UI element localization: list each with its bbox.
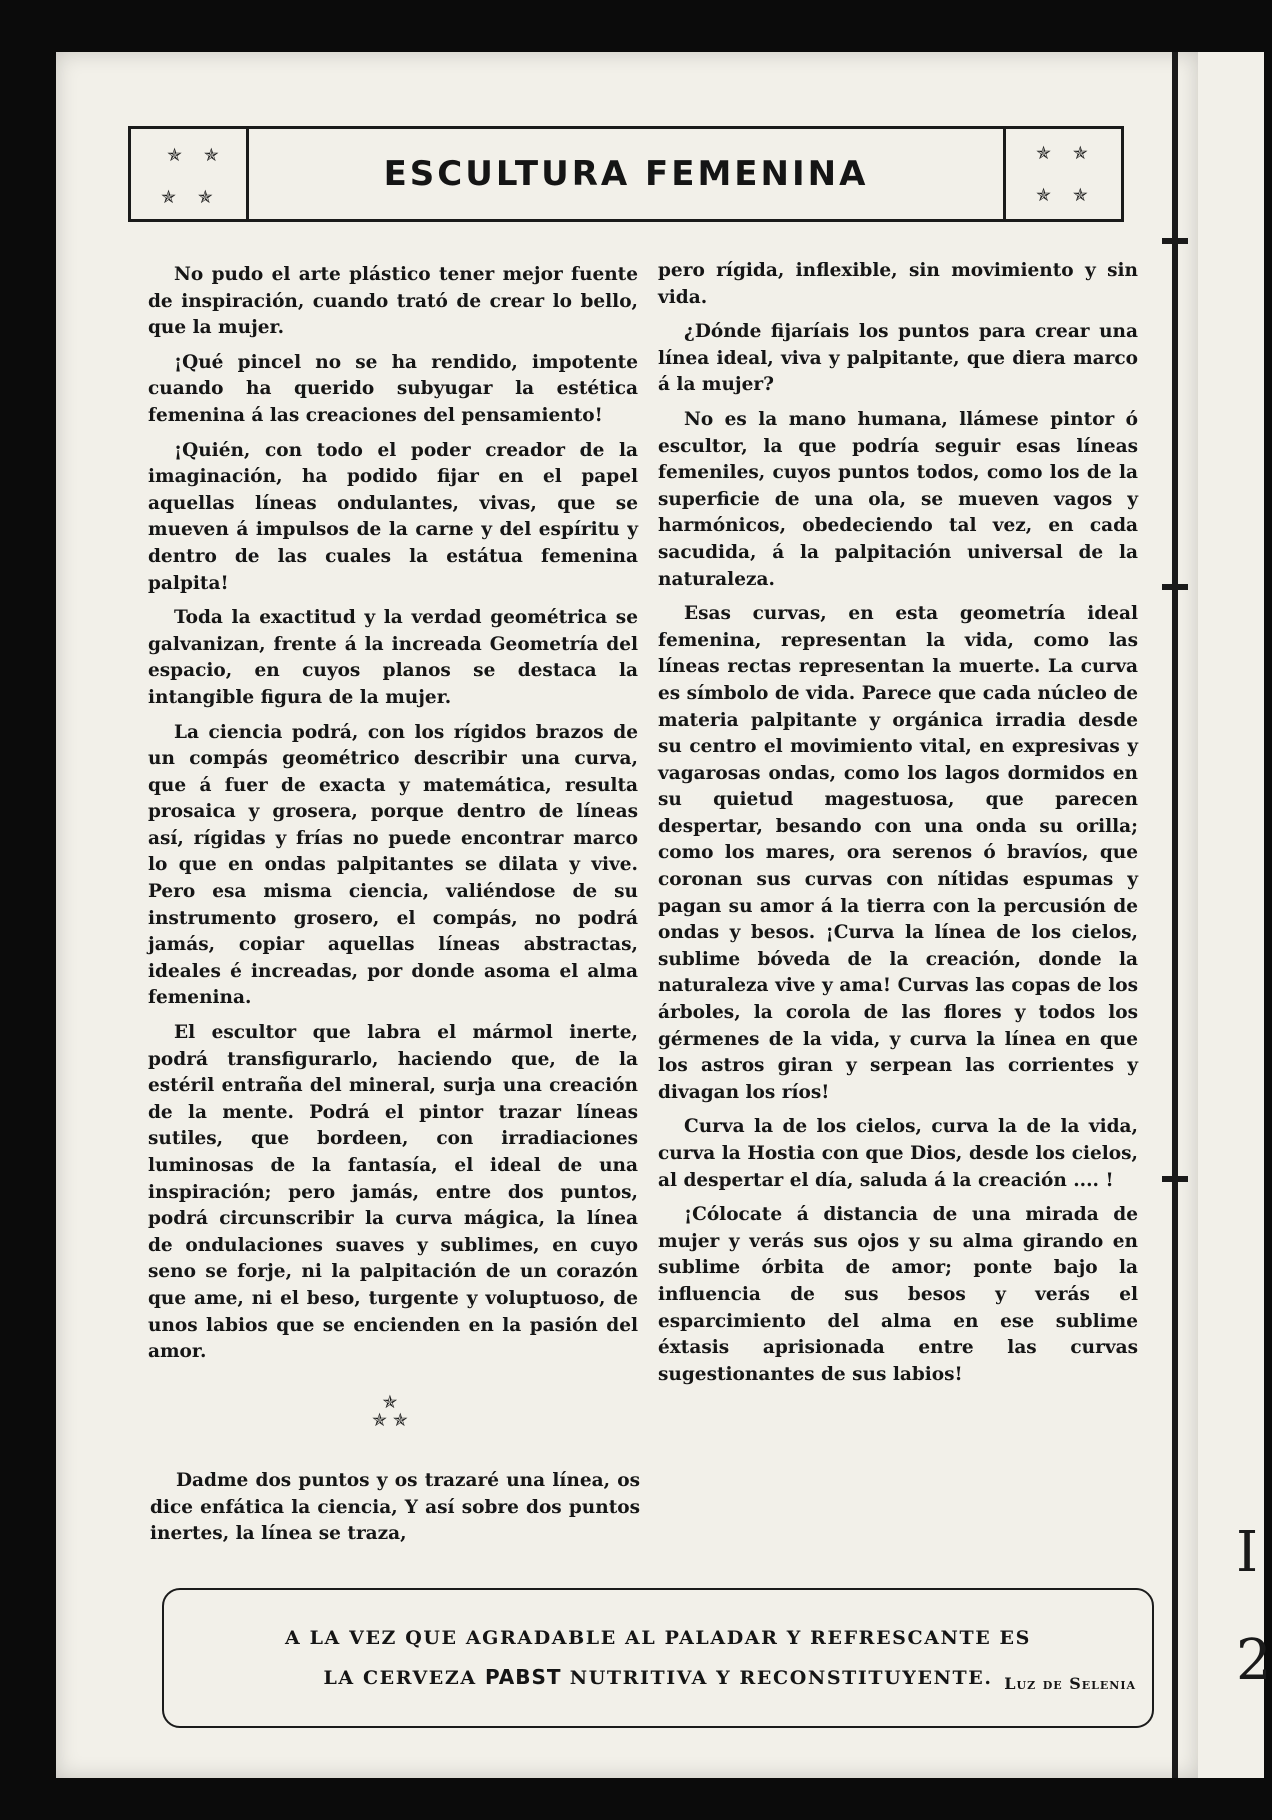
ad-line-2 xyxy=(323,1665,992,1689)
paragraph: Toda la exactitud y la verdad geométrica se galvanizan, frente á la increada Geometría del espacio, en cuyos planos se destaca la intangible figura de la mujer. xyxy=(148,607,638,708)
ad-text: LA CERVEZA xyxy=(323,1667,477,1689)
left-column-ending xyxy=(150,1468,640,1556)
paragraph: Curva la de los cielos, curva la de la vida, curva la Hostia con que Dios, desde los cielos, al despertar el día, saluda á la creación .... ! xyxy=(658,1116,1138,1191)
binding-knot xyxy=(1162,238,1188,244)
advertisement-box xyxy=(162,1588,1154,1728)
section-separator-stars-icon: ✯ ✯ ✯ xyxy=(372,1392,408,1431)
paragraph: ¡Qué pincel no se ha rendido, impotente cuando ha querido subyugar la estética femenina á las creaciones del pensamiento! xyxy=(148,351,638,426)
header-right-ornament xyxy=(1003,129,1121,219)
paragraph: El escultor que labra el mármol inerte, podrá transfigurarlo, haciendo que, de la estéril entraña del mineral, surja una creación de la mente. Podrá el pintor trazar líneas sutiles, que bordeen, con irradiaciones luminosas de la fantasía, el ideal de una inspiración; pero jamás, entre dos puntos, podrá circunscribir la curva mágica, la línea de ondulaciones suaves y sublimes, en cuyo seno se forje, ni la palpitación de un corazón que ame, ni el beso, turgente y voluptuoso, de unos labios que se encienden en la pasión del amor. xyxy=(148,1022,638,1363)
star-ornament-icon: ✯ ✯ xyxy=(1036,143,1096,164)
binding-rod xyxy=(1172,52,1178,1778)
right-column xyxy=(658,258,1138,1396)
paragraph: Esas curvas, en esta geometría ideal femenina, representan la vida, como las líneas rectas representan la muerte. La curva es símbolo de vida. Parece que cada núcleo de materia palpitante y orgánica irradia desde su centro el movimiento vital, en expresivas y vagarosas ondas, como los lagos dormidos en su quietud magestuosa, que parecen despertar, besando con una onda su orilla; como los mares, ora serenos ó bravíos, que coronan sus curvas con nítidas espumas y pagan su amor á la tierra con la percusión de ondas y besos. ¡Curva la línea de los cielos, sublime bóveda de la creación, donde la naturaleza vive y ama! Curvas las copas de los árboles, la corola de las flores y todos los gérmenes de la vida, y curva la línea en que los astros giran y serpean las corrientes y divagan los ríos! xyxy=(658,603,1138,1103)
article-header xyxy=(128,126,1124,222)
ad-text: NUTRITIVA Y RECONSTITUYENTE. xyxy=(569,1667,993,1689)
edge-fragment-2: 2 xyxy=(1236,1628,1272,1693)
paragraph: ¿Dónde fijaríais los puntos para crear una línea ideal, viva y palpitante, que diera marco á la mujer? xyxy=(658,321,1138,396)
star-ornament-icon: ✯ ✯ xyxy=(161,187,221,208)
binding-knot xyxy=(1162,584,1188,590)
header-left-ornament xyxy=(131,129,249,219)
paragraph: ¡Cólocate á distancia de una mirada de mujer y verás sus ojos y su alma girando en sublime órbita de amor; ponte bajo la influencia de sus besos y verás el esparcimiento del alma en ese sublime éxtasis aprisionada entre las curvas sugestionantes de sus labios! xyxy=(658,1204,1138,1385)
edge-fragment-1: I xyxy=(1236,1520,1259,1585)
paragraph: La ciencia podrá, con los rígidos brazos de un compás geométrico describir una curva, que á fuer de exacta y matemática, resulta prosaica y grosera, porque dentro de líneas así, rígidas y frías no puede encontrar marco lo que en ondas palpitantes se dilata y vive. Pero esa misma ciencia, valiéndose de su instrumento grosero, el compás, no podrá jamás, copiar aquellas líneas abstractas, ideales é increadas, por donde asoma el alma femenina. xyxy=(148,721,638,1009)
author-signature: Luz de Selenia xyxy=(1004,1674,1136,1693)
paragraph: Dadme dos puntos y os trazaré una línea, os dice enfática la ciencia, Y así sobre dos puntos inertes, la línea se traza, xyxy=(150,1470,640,1545)
star-ornament-icon: ✯ ✯ xyxy=(167,145,227,166)
ad-brand-name: PABST xyxy=(484,1665,562,1689)
left-column xyxy=(148,262,638,1374)
paragraph: pero rígida, inflexible, sin movimiento y sin vida. xyxy=(658,260,1138,308)
ad-line-1: A LA VEZ QUE AGRADABLE AL PALADAR Y REFRESCANTE ES xyxy=(285,1627,1031,1649)
paragraph: No es la mano humana, llámese pintor ó escultor, la que podría seguir esas líneas femeniles, cuyos puntos todos, como los de la superficie de una ola, se mueven vagos y harmónicos, obedeciendo tal vez, en cada sacudida, á la palpitación universal de la naturaleza. xyxy=(658,408,1138,590)
binding-knot xyxy=(1162,1176,1188,1182)
star-ornament-icon: ✯ ✯ xyxy=(1036,185,1096,206)
article-title: ESCULTURA FEMENINA xyxy=(383,154,869,194)
paragraph: ¡Quién, con todo el poder creador de la imaginación, ha podido fijar en el papel aquellas líneas ondulantes, vivas, que se mueven á impulsos de la carne y del espíritu y dentro de las cuales la estátua femenina palpita! xyxy=(148,439,638,594)
paragraph: No pudo el arte plástico tener mejor fuente de inspiración, cuando trató de crear lo bello, que la mujer. xyxy=(148,264,638,339)
